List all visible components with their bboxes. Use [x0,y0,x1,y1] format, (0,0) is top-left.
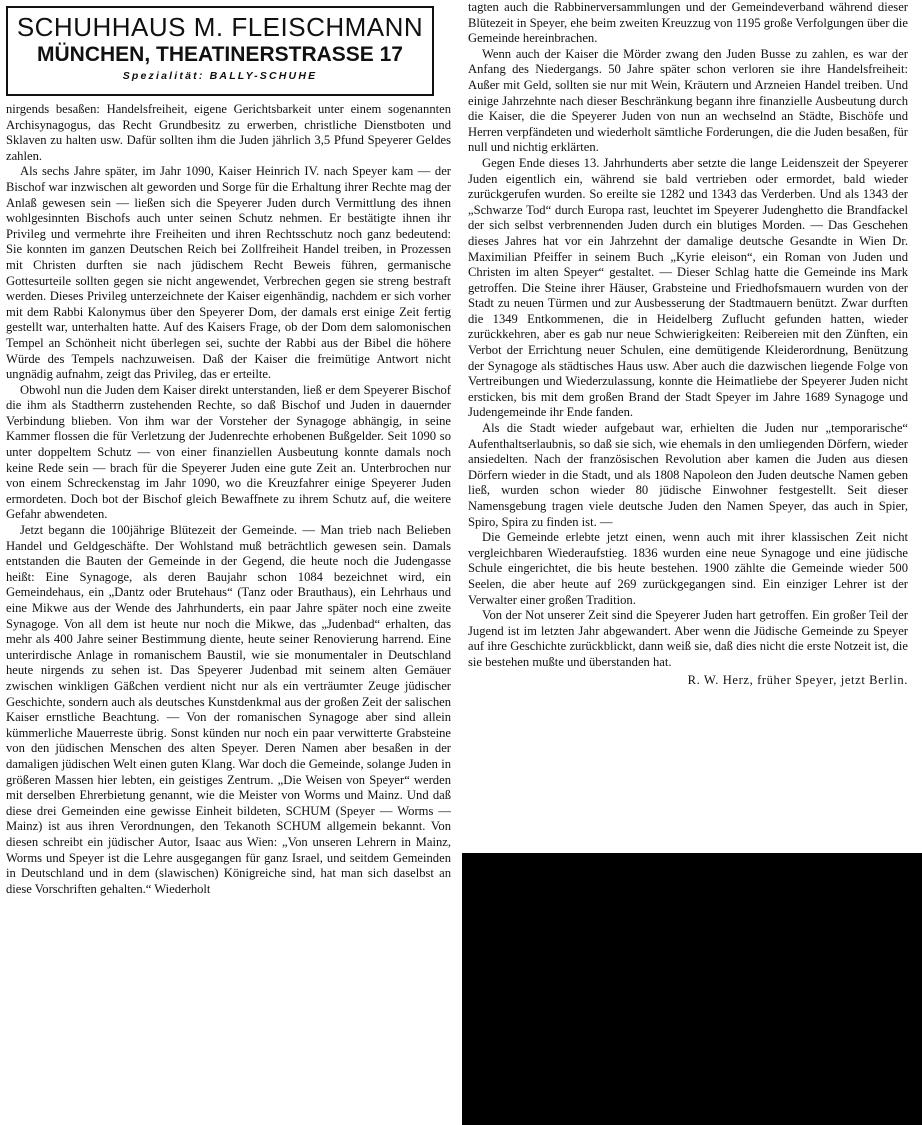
article-paragraph: nirgends besaßen: Handelsfreiheit, eigene Gerichtsbarkeit unter einem sogenannten Archisynagogus, das Recht Grundbesitz zu erwerben, christliche Dienstboten und Sklaven zu halten usw. Dafür sollten ihm die Juden jährlich 3,5 Pfund Speyerer Geldes zahlen. [6,102,451,163]
redacted-black-area [462,853,922,1125]
article-paragraph: Obwohl nun die Juden dem Kaiser direkt unterstanden, ließ er dem Speyerer Bischof die ihm als Stadtherrn zustehenden Rechte, so daß Bischof und Juden in dauernder Verbindung blieben. Von ihm war der Vorsteher der Synagoge abhängig, in seine Kammer flossen die für Verletzung der Judenrechte erhobenen Bußgelder. Seit 1090 so unter doppeltem Schutz — von einer finanziellen Ausbeutung konnte damals noch keine Rede sein — brach für die Speyerer Juden eine gute Zeit an. Unterbrochen nur von einem Schreckenstag im Jahr 1090, wo die Kreuzfahrer einige Speyerer Juden ermordeten. Doch bot der Bischof gleich Bewaffnete zu ihrem Schutz auf, die weitere Gefahr abwendeten. [6,382,451,522]
article-paragraph: Als die Stadt wieder aufgebaut war, erhielten die Juden nur „temporarische“ Aufenthaltserlaubnis, so daß sie sich, wie ehemals in den umliegenden Dörfern, wieder ansiedelten. Nach der französischen Revolution aber kamen die Juden aus diesen Dörfern wieder in die Stadt, und als 1808 Napoleon den Juden deutsche Namen geben ließ, wurden schon wieder 80 jüdische Einwohner festgestellt. Seit dieser Namensgebung tragen viele deutsche Juden den Namen Speyer, das auch in Spier, Spiro, Spira zu finden ist. — [468,421,908,529]
left-column [6,0,451,1125]
shoe-store-advertisement [6,6,434,96]
ad-specialty: Spezialität: BALLY-SCHUHE [122,70,318,82]
article-paragraph: Als sechs Jahre später, im Jahr 1090, Kaiser Heinrich IV. nach Speyer kam — der Bischof war inzwischen alt geworden und Sorge für die Erhaltung ihrer Rechte mag der Anlaß gewesen sein — ließen sich die Speyerer Juden durch Vermittlung des ihnen wohlgesinnten Bischofs auch unter seinen Schutz nehmen. Er bestätigte ihnen ihr Privileg und vermehrte ihre Freiheiten und ihren Rechtsschutz noch ganz bedeutend: Sie konnten im ganzen Deutschen Reich bei Zollfreiheit Handel treiben, in Prozessen mit Christen durften sie nach jüdischem Recht Beweis führen, germanische Gottesurteile sollten gegen sie nicht angewendet, Verbrechen gegen sie streng bestraft werden. Dieses Privileg unterzeichnete der Kaiser eigenhändig, nachdem er sich vorher mit dem Rabbi Kalonymus über den Speyerer Dom, der damals erst einige Zeit fertig gestellt war, unterhalten hatte. Auf des Kaisers Frage, ob der Dom dem salomonischen Tempel an Schönheit nicht überlegen sei, suchte der Rabbi aus der Bibel die höhere Würde des Tempels nachzuweisen. Daß der Kaiser die freimütige Antwort nicht ungnädig aufnahm, zeigt das Privileg, das er erteilte. [6,164,451,382]
ad-address: MÜNCHEN, THEATINERSTRASSE 17 [37,43,403,66]
article-paragraph: Die Gemeinde erlebte jetzt einen, wenn auch mit ihrer klassischen Zeit nicht vergleichbaren Wiederaufstieg. 1836 wurden eine neue Synagoge und eine jüdische Schule eingerichtet, die bis heute bestehen. 1900 zählte die Gemeinde wieder 500 Seelen, die aber heute auf 269 zurückgegangen sind. Ein einziger Lehrer ist der Verwalter einer großen Tradition. [468,530,908,607]
article-paragraph: Von der Not unserer Zeit sind die Speyerer Juden hart getroffen. Ein großer Teil der Jugend ist im letzten Jahr abgewandert. Aber wenn die Jüdische Gemeinde zu Speyer auf ihre Geschichte zurückblickt, dann weiß sie, daß dies nicht die erste Notzeit ist, die sie bestehen mußte und überstanden hat. [468,608,908,669]
article-paragraph: Gegen Ende dieses 13. Jahrhunderts aber setzte die lange Leidenszeit der Speyerer Juden eigentlich ein, während sie bald vertrieben oder ermordet, bald wieder zurückgerufen wurden. So ereilte sie 1282 und 1343 das Verderben. Und als 1343 der „Schwarze Tod“ durch Europa rast, leuchtet im Speyerer Judenghetto die Brandfackel der sich selbst verbrennenden Juden durch ein blutiges Morden. — Das Geschehen dieses Jahres hat vor ein Jahrzehnt der damalige deutsche Gesandte in Wien Dr. Maximilian Pfeiffer in seinem Buch „Kyrie eleison“, ein Roman von Juden und Christen im alten Speyer“ gestaltet. — Dieser Schlag hatte die Gemeinde ins Mark getroffen. Die Steine ihrer Häuser, Grabsteine und Friedhofsmauern wurden von der Stadt zu neuen Türmen und zur Ausbesserung der Stadtmauern benützt. Zwar durften die 1349 Entkommenen, die in Heidelberg Zuflucht gefunden hatten, wieder zurückkehren, aber es gab nur neue Schwierigkeiten: Reibereien mit den Zünften, ein Verbot der Errichtung neuer Schulen, eine demütigende Kleiderordnung, Benützung der Synagoge als städtisches Haus usw. Aber auch die dazwischen liegende Folge von Vertreibungen und Wiederzulassung, konnte die Heimatliebe der Speyerer Juden nicht ersticken, bis mit dem großen Brand der Stadt Speyer im Jahre 1689 Synagoge und Judengemeinde ihr Ende fanden. [468,155,908,420]
ad-store-name: SCHUHHAUS M. FLEISCHMANN [16,12,424,42]
article-paragraph: Jetzt begann die 100jährige Blütezeit der Gemeinde. — Man trieb nach Belieben Handel und Geldgeschäfte. Der Wohlstand muß beträchtlich gewesen sein. Damals entstanden die Bauten der Gemeinde in der Gegend, die heute noch die Judengasse heißt: Eine Synagoge, als deren Baujahr schon 1084 bezeichnet wird, ein Gemeindehaus, ein „Dantz oder Brutehaus“ (Tanz oder Brauthaus), ein Lehrhaus und eine Mikwe aus der Wende des Jahrhunderts, ein paar Jahre später noch eine zweite Synagoge. Von all dem ist heute nur noch die Mikwe, das „Judenbad“ erhalten, das mehr als 400 Jahre seiner Bestimmung diente, heute seiner Renovierung harrend. Eine unterirdische Anlage in romanischem Baustil, wie sie monumentaler in Deutschland heute nirgends zu sehen ist. Das Speyerer Judenbad mit seinem alten Gemäuer zwischen winkligen Gäßchen verdient nicht nur als ein verträumter Zeuge jüdischer Geschichte, sondern auch als deutsches Kunstdenkmal aus der großen Zeit der salischen Kaiser ernstliche Beachtung. — Von der romanischen Synagoge aber sind allein kümmerliche Mauerreste übrig. Sonst künden nur noch ein paar verwitterte Grabsteine von den jüdischen Menschen des alten Speyer. Deren Namen aber besaßen in der damaligen jüdischen Welt einen guten Klang. War doch die Gemeinde, solange Juden in größeren Massen hier lebten, ein geistiges Zentrum. „Die Weisen von Speyer“ werden mit derselben Ehrerbietung genannt, wie die Meister von Worms und Mainz. Und daß diese drei Gemeinden eine gewisse Einheit bildeten, SCHUM (Speyer — Worms — Mainz) ist aus ihren Verordnungen, den Tekanoth SCHUM allgemein bekannt. Von diesen schreibt ein jüdischer Autor, Isaac aus Wien: „Von unseren Lehrern in Mainz, Worms und Speyer ist die Lehre ausgegangen für ganz Israel, und seitdem Gemeinden in Deutschland und in dem (slawischen) Königreiche sind, hat man sich daselbst an diese Vorschriften gehalten.“ Wiederholt [6,523,451,896]
author-signature: R. W. Herz, früher Speyer, jetzt Berlin. [687,672,908,687]
article-paragraph: tagten auch die Rabbinerversammlungen und der Gemeindeverband während dieser Blütezeit in Speyer, ehe beim zweiten Kreuzzug von 1195 große Verfolgungen über die Gemeinde hereinbrachen. [468,0,908,46]
article-paragraph: Wenn auch der Kaiser die Mörder zwang den Juden Busse zu zahlen, es war der Anfang des Niedergangs. 50 Jahre später schon verloren sie ihre Handelsfreiheit: Außer mit Geld, sollten sie nur mit Wein, Kräutern und Arzneien Handel treiben. Und einige Jahrzehnte nach dieser Beschränkung begann ihre finanzielle Ausbeutung durch die Kaiser, die die Speyerer Juden von nun an wechselnd an Städte, Bischöfe und Herren verpfändeten und wiederholt sämtliche Forderungen, die die Juden besaßen, für null und nichtig erklärten. [468,46,908,155]
